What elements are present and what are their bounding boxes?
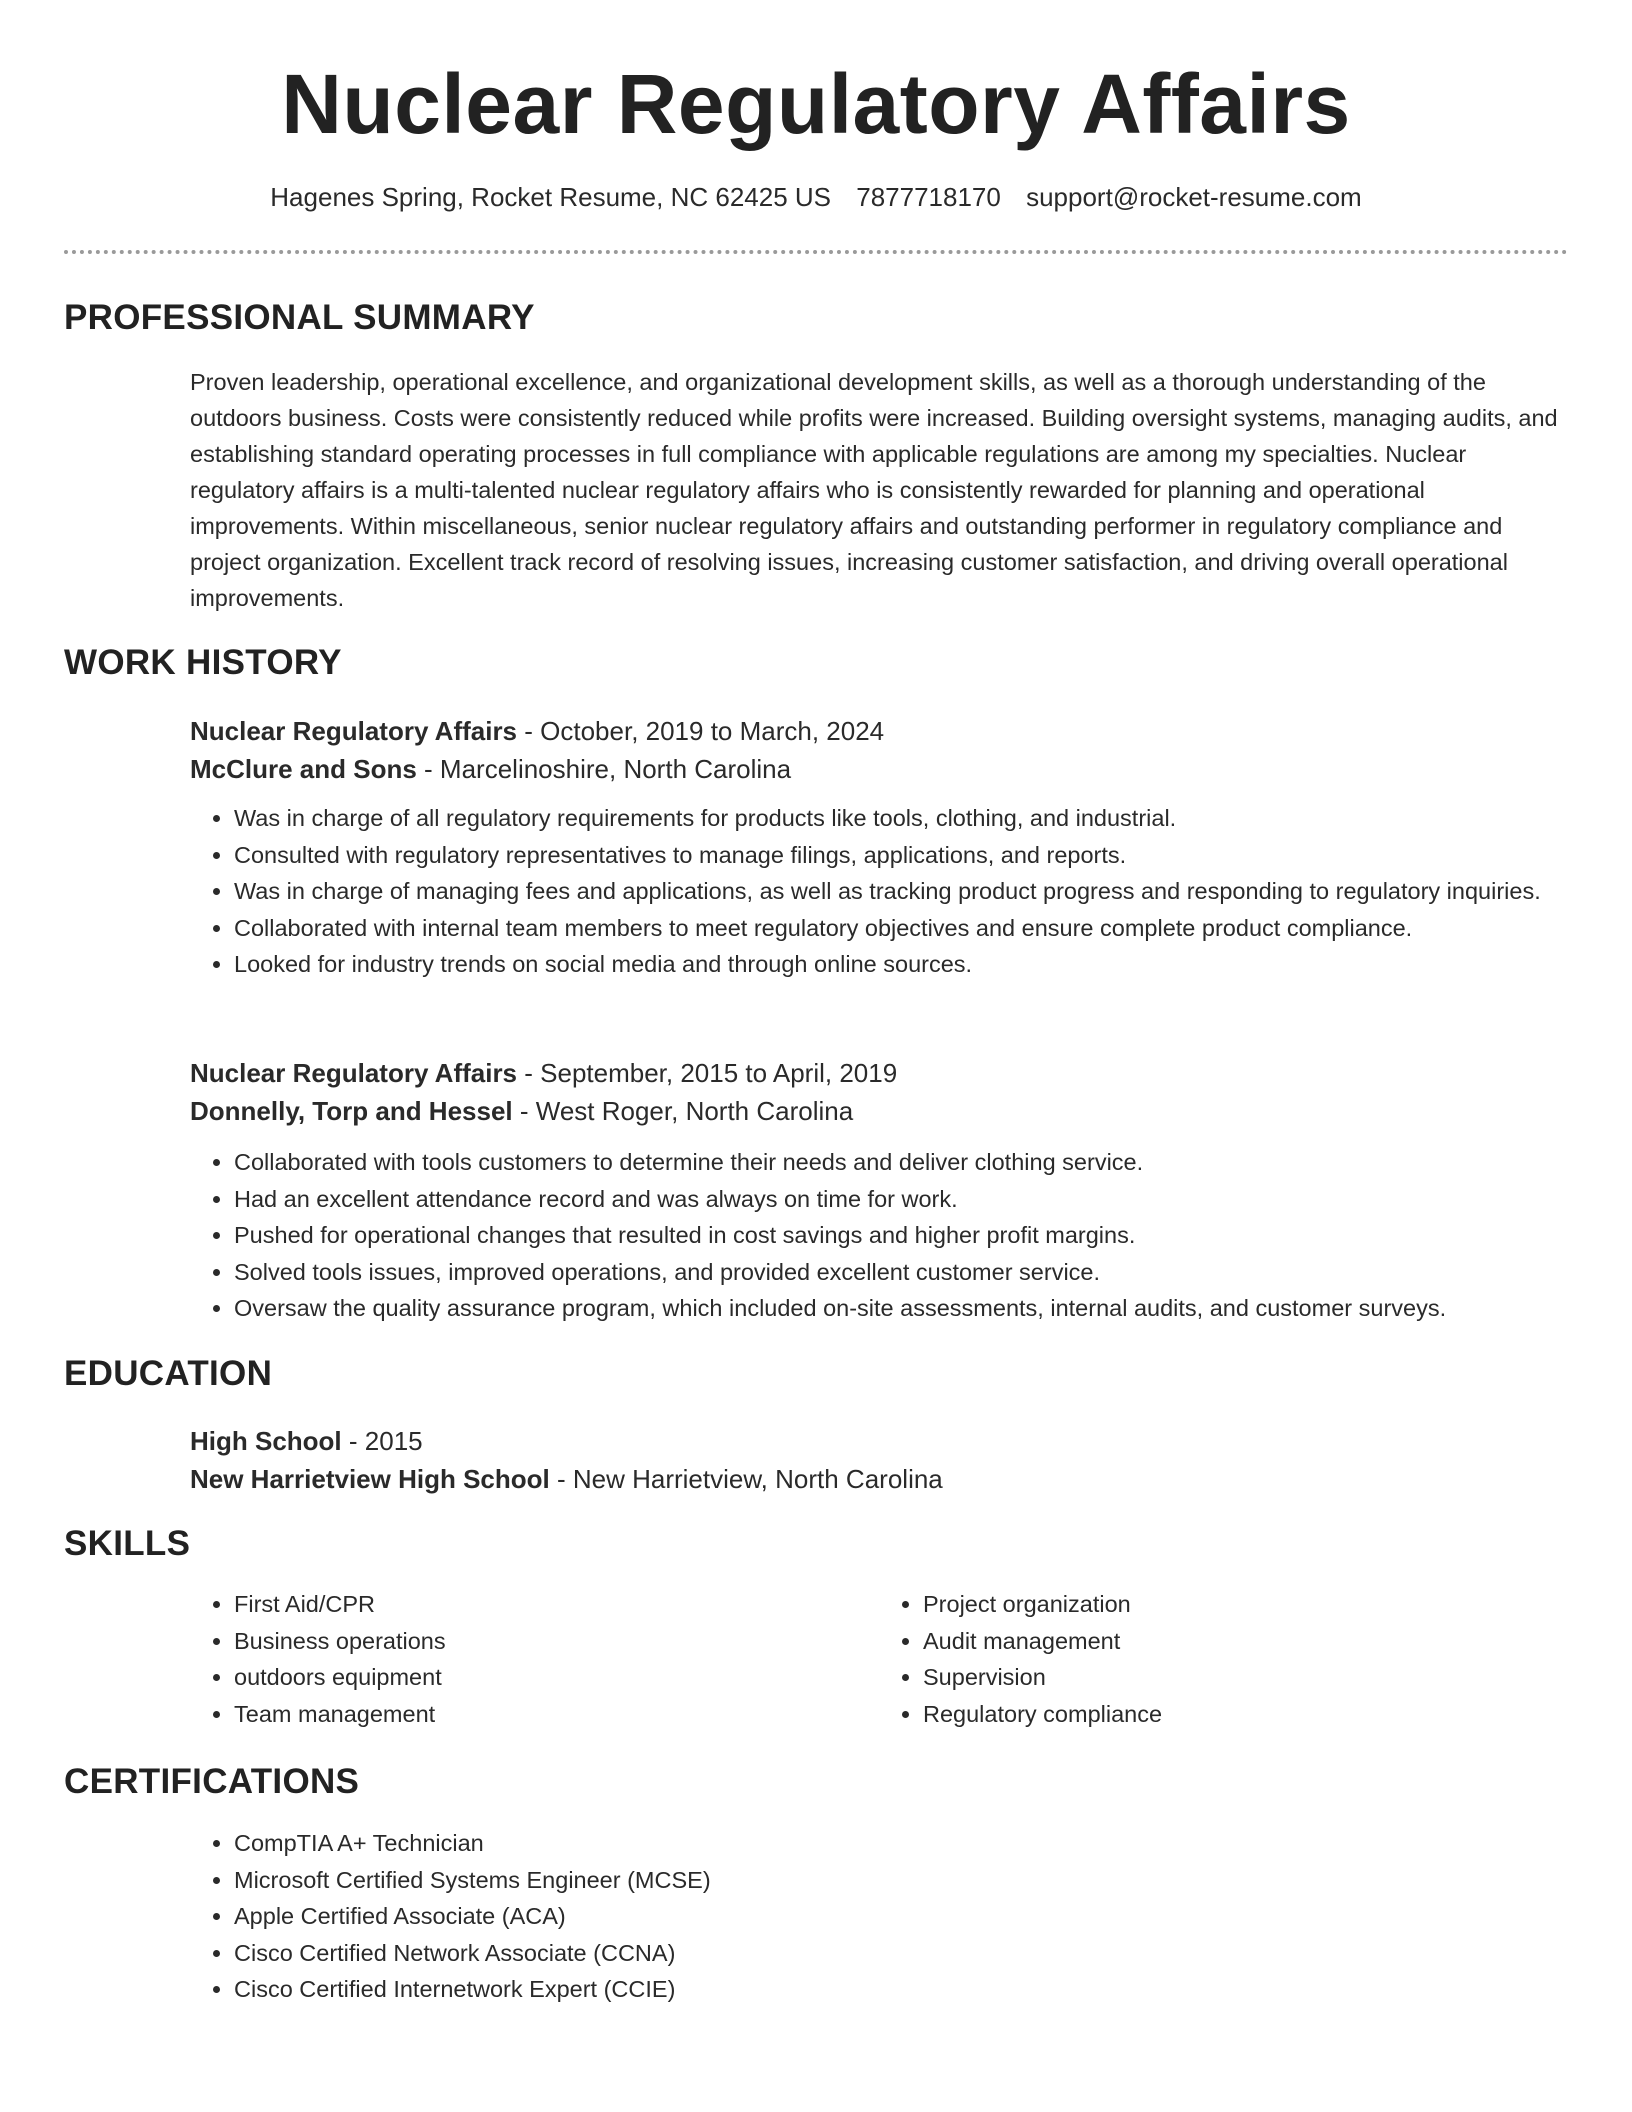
work-history-heading: WORK HISTORY: [64, 643, 342, 682]
contact-phone: 7877718170: [856, 182, 1001, 212]
certifications-section: [190, 1825, 1568, 2008]
contact-address: Hagenes Spring, Rocket Resume, NC 62425 US: [270, 182, 832, 212]
job-dates: - October, 2019 to March, 2024: [517, 716, 885, 746]
job-title-line: [190, 1054, 1568, 1092]
job-dates: - September, 2015 to April, 2019: [517, 1058, 898, 1088]
certifications-heading: CERTIFICATIONS: [64, 1762, 360, 1801]
header-divider: [64, 250, 1568, 254]
list-item: • Solved tools issues, improved operations, and provided excellent customer service.: [234, 1254, 1568, 1291]
skills-column-left: [190, 1586, 879, 1732]
school-name: New Harrietview High School: [190, 1464, 550, 1494]
skills-grid: [190, 1586, 1568, 1732]
contact-email[interactable]: support@rocket-resume.com: [1026, 182, 1362, 212]
job-role: Nuclear Regulatory Affairs: [190, 1058, 518, 1088]
list-item: • Had an excellent attendance record and was always on time for work.: [234, 1181, 1568, 1218]
list-item: • Was in charge of all regulatory requirements for products like tools, clothing, and industrial.: [234, 800, 1568, 837]
list-item: • Team management: [234, 1696, 879, 1733]
list-item: • CompTIA A+ Technician: [234, 1825, 1568, 1862]
job-title-line: [190, 712, 1568, 750]
skills-column-right: [879, 1586, 1568, 1732]
skills-section: [190, 1586, 1568, 1732]
list-item: • Was in charge of managing fees and applications, as well as tracking product progress and responding to regulatory inquiries.: [234, 873, 1568, 910]
summary-text: Proven leadership, operational excellence, and organizational development skills, as well as a thorough understanding of the outdoors business. Costs were consistently reduced while profits were increased. Building oversight systems, managing audits, and establishing standard operating processes in full compliance with applicable regulations are among my specialties. Nuclear regulatory affairs is a multi-talented nuclear regulatory affairs who is consistently rewarded for planning and operational improvements. Within miscellaneous, senior nuclear regulatory affairs and outstanding performer in regulatory compliance and project organization. Excellent track record of resolving issues, increasing customer satisfaction, and driving overall operational improvements.: [190, 369, 1558, 611]
school-line: [190, 1460, 1568, 1498]
list-item: • Cisco Certified Network Associate (CCNA): [234, 1935, 1568, 1972]
list-item: • Pushed for operational changes that resulted in cost savings and higher profit margins.: [234, 1217, 1568, 1254]
job-location: - West Roger, North Carolina: [512, 1096, 854, 1126]
list-item: • Cisco Certified Internetwork Expert (CCIE): [234, 1971, 1568, 2008]
summary-heading: PROFESSIONAL SUMMARY: [64, 298, 535, 337]
list-item: • outdoors equipment: [234, 1659, 879, 1696]
education-heading: EDUCATION: [64, 1354, 273, 1393]
list-item: • Collaborated with tools customers to determine their needs and deliver clothing service.: [234, 1144, 1568, 1181]
education-entry: [190, 1422, 1568, 1498]
list-item: • Business operations: [234, 1623, 879, 1660]
job-entry: [190, 1054, 1568, 1327]
candidate-name: Nuclear Regulatory Affairs: [281, 57, 1351, 151]
job-bullets: [190, 1144, 1568, 1327]
job-entry: [190, 712, 1568, 983]
list-item: • Oversaw the quality assurance program, which included on-site assessments, internal audits, and customer surveys.: [234, 1290, 1568, 1327]
degree-line: [190, 1422, 1568, 1460]
degree: High School: [190, 1426, 342, 1456]
graduation-year: - 2015: [341, 1426, 423, 1456]
list-item: • First Aid/CPR: [234, 1586, 879, 1623]
summary-section: [190, 364, 1568, 616]
job-company: Donnelly, Torp and Hessel: [190, 1096, 513, 1126]
list-item: • Consulted with regulatory representatives to manage filings, applications, and reports.: [234, 837, 1568, 874]
list-item: • Apple Certified Associate (ACA): [234, 1898, 1568, 1935]
list-item: • Collaborated with internal team members to meet regulatory objectives and ensure complete product compliance.: [234, 910, 1568, 947]
job-location: - Marcelinoshire, North Carolina: [416, 754, 792, 784]
list-item: • Supervision: [923, 1659, 1568, 1696]
list-item: • Looked for industry trends on social media and through online sources.: [234, 946, 1568, 983]
job-company-line: [190, 1092, 1568, 1130]
job-bullets: [190, 800, 1568, 983]
list-item: • Project organization: [923, 1586, 1568, 1623]
contact-line: [0, 182, 1632, 213]
skills-heading: SKILLS: [64, 1524, 191, 1563]
job-company-line: [190, 750, 1568, 788]
list-item: • Regulatory compliance: [923, 1696, 1568, 1733]
job-company: McClure and Sons: [190, 754, 417, 784]
job-role: Nuclear Regulatory Affairs: [190, 716, 518, 746]
certifications-list: [190, 1825, 1568, 2008]
school-location: - New Harrietview, North Carolina: [549, 1464, 943, 1494]
list-item: • Microsoft Certified Systems Engineer (MCSE): [234, 1862, 1568, 1899]
list-item: • Audit management: [923, 1623, 1568, 1660]
